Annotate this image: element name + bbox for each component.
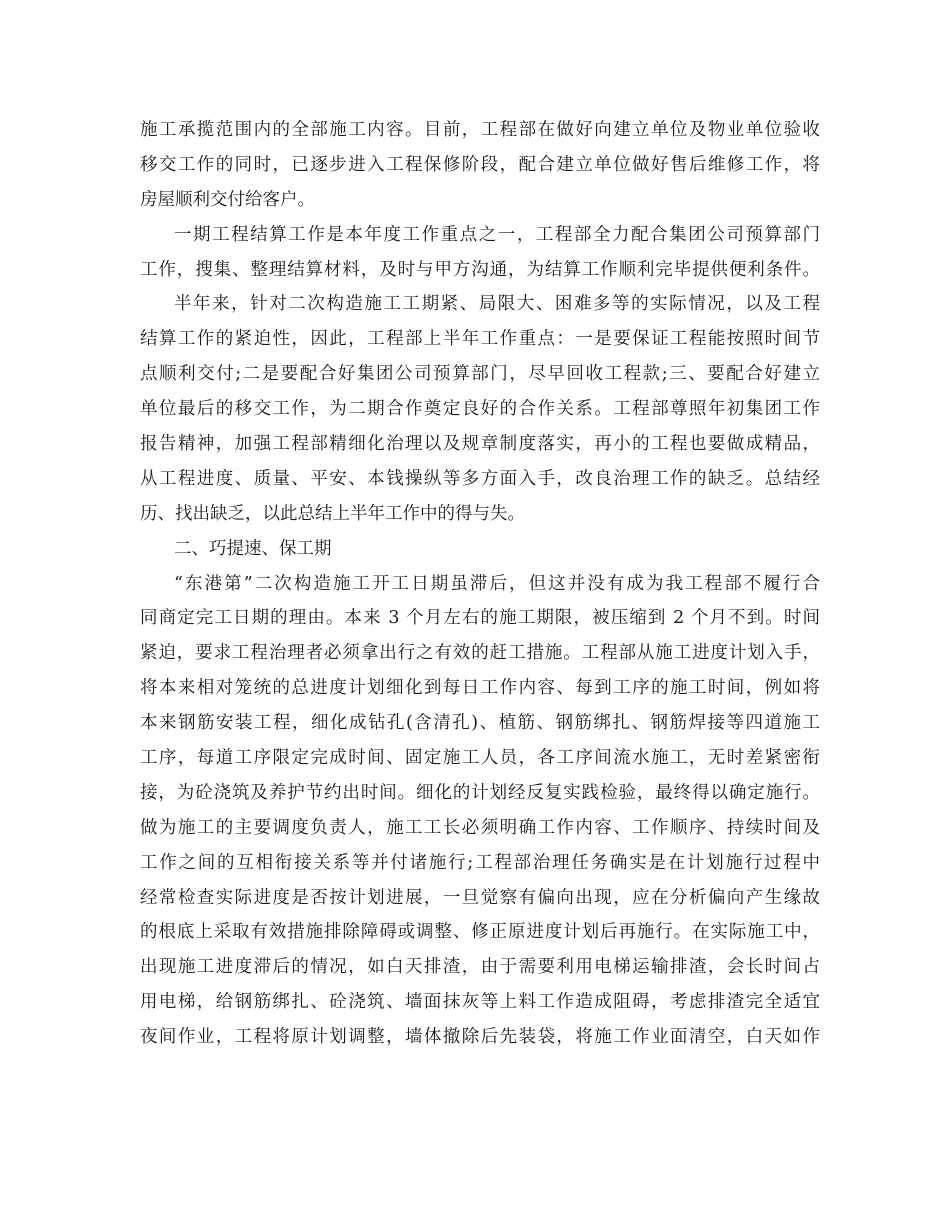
text-line: 半年来，针对二次构造施工工期紧、局限大、困难多等的实际情况，以及工程 <box>174 294 820 315</box>
text-line: 施工承揽范围内的全部施工内容。目前，工程部在做好向建立单位及物业单位验收 <box>140 120 820 140</box>
text-line: 做为施工的主要调度负责人，施工工长必须明确工作内容、工作顺序、持续时间及 <box>140 817 820 838</box>
text-line: 一期工程结算工作是本年度工作重点之一，工程部全力配合集团公司预算部门 <box>174 224 820 245</box>
text-line: 用电梯，给钢筋绑扎、砼浇筑、墙面抹灰等上料工作造成阻碍，考虑排渣完全适宜 <box>140 992 820 1013</box>
text-line: 点顺利交付;二是要配合好集团公司预算部门，尽早回收工程款;三、要配合好建立 <box>140 364 820 385</box>
text-line: 结算工作的紧迫性，因此，工程部上半年工作重点：一是要保证工程能按照时间节 <box>140 329 820 350</box>
text-line: 紧迫，要求工程治理者必须拿出行之有效的赶工措施。工程部从施工进度计划入手， <box>140 643 820 664</box>
text-line: 将本来相对笼统的总进度计划细化到每日工作内容、每到工序的施工时间，例如将 <box>140 678 820 699</box>
text-line: 经常检查实际进度是否按计划进展，一旦觉察有偏向出现，应在分析偏向产生缘故 <box>140 887 820 908</box>
text-line: 工序，每道工序限定完成时间、固定施工人员，各工序间流水施工，无时差紧密衔 <box>140 748 820 769</box>
text-line: 出现施工进度滞后的情况，如白天排渣，由于需要利用电梯运输排渣，会长时间占 <box>140 957 820 978</box>
text-line: 二、巧提速、保工期 <box>174 538 332 559</box>
text-line: “东港第”二次构造施工开工日期虽滞后，但这并没有成为我工程部不履行合 <box>174 573 820 594</box>
body-text <box>140 113 820 1055</box>
text-line: 夜间作业，工程将原计划调整，墙体撤除后先装袋，将施工作业面清空，白天如作 <box>140 1027 820 1048</box>
text-line: 移交工作的同时，已逐步进入工程保修阶段，配合建立单位做好售后维修工作，将 <box>140 154 820 175</box>
text-line: 工作之间的互相衔接关系等并付诸施行;工程部治理任务确实是在计划施行过程中 <box>140 852 820 873</box>
text-line: 同商定完工日期的理由。本来 3 个月左右的施工期限，被压缩到 2 个月不到。时间 <box>140 608 820 629</box>
text-line: 房屋顺利交付给客户。 <box>140 189 315 210</box>
text-line: 单位最后的移交工作，为二期合作奠定良好的合作关系。工程部尊照年初集团工作 <box>140 399 820 420</box>
text-line: 报告精神，加强工程部精细化治理以及规章制度落实，再小的工程也要做成精品， <box>140 434 820 455</box>
text-line: 工作，搜集、整理结算材料，及时与甲方沟通，为结算工作顺利完毕提供便利条件。 <box>140 259 820 280</box>
text-line: 历、找出缺乏，以此总结上半年工作中的得与失。 <box>140 503 525 524</box>
text-line: 接，为砼浇筑及养护节约出时间。细化的计划经反复实践检验，最终得以确定施行。 <box>140 782 820 803</box>
text-line: 从工程进度、质量、平安、本钱操纵等多方面入手，改良治理工作的缺乏。总结经 <box>140 468 820 489</box>
text-line: 的根底上采取有效措施排除障碍或调整、修正原进度计划后再施行。在实际施工中， <box>140 922 820 943</box>
text-line: 本来钢筋安装工程，细化成钻孔(含清孔)、植筋、钢筋绑扎、钢筋焊接等四道施工 <box>140 713 820 734</box>
